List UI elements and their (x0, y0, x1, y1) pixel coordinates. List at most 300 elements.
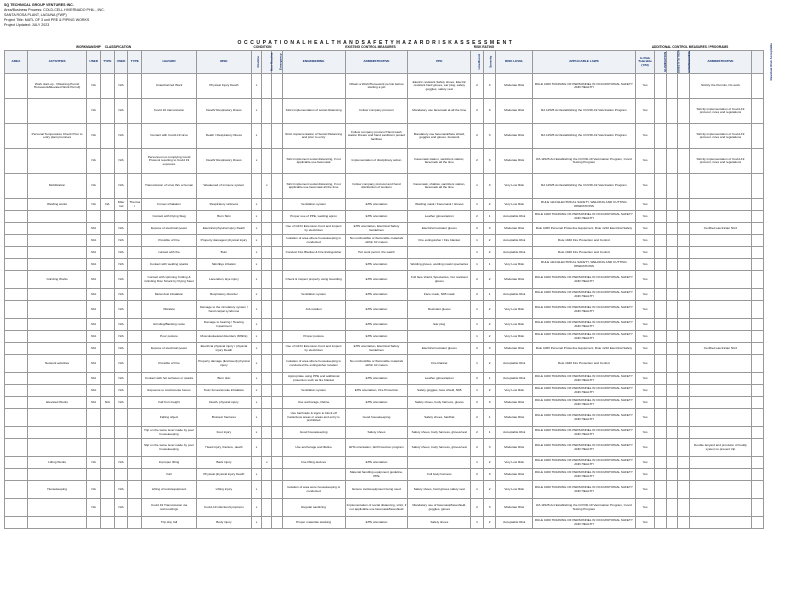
cell-substitution (666, 355, 677, 373)
cell-residual-risk (752, 343, 764, 355)
cell-substitution (666, 174, 677, 199)
cell-routine: x (251, 211, 261, 223)
cell-severity: 2 (483, 481, 496, 499)
cell-area (5, 469, 28, 481)
cell-severity: 3 (483, 499, 496, 517)
cell-tolerable: Yes (635, 499, 654, 517)
table-row (5, 211, 764, 223)
cell-tolerable: Yes (635, 271, 654, 289)
cell-likelihood: 2 (471, 211, 484, 223)
cell-risk: Death/ Respiratory illness (196, 99, 251, 124)
cell-emergency (272, 499, 282, 517)
cell-ppe: Leather gloves/apron (408, 373, 471, 385)
cell-risk: Damage to hearing / Hearing Impairment (196, 319, 251, 331)
cell-classification-used: N/A (114, 99, 128, 124)
cell-area (5, 174, 28, 199)
cell-engineering (282, 469, 345, 481)
cell-emergency (272, 517, 282, 529)
table-row (5, 331, 764, 343)
cell-add-administrative: Strictly implementation of Covid-19 protocol, rules and regulations (689, 99, 752, 124)
cell-add-administrative (689, 174, 752, 199)
cell-engineering: Isolation of area where housekeeping is conducted fire extinguisher location (282, 355, 345, 373)
table-row (5, 373, 764, 385)
cell-activity (27, 517, 86, 529)
cell-classification-used: N/A (114, 355, 128, 373)
cell-applicable-laws: RULE 1000 TRAINING OF PERSONNEL IN OCCUPATIONAL SAFETY AND HEALTH (532, 517, 635, 529)
cell-non-routine (262, 355, 272, 373)
cell-tolerable: Yes (635, 211, 654, 223)
cell-ppe (408, 457, 471, 469)
cell-activity: Housekeeping (27, 481, 86, 499)
col-substitution: SUBSTITUTION (666, 51, 677, 74)
cell-risk-level: Very Low Risk (496, 259, 533, 271)
cell-elimination (655, 149, 666, 174)
cell-area (5, 124, 28, 149)
cell-classification-type (128, 211, 142, 223)
cell-non-routine (262, 427, 272, 439)
cell-add-engineering (678, 149, 689, 174)
cell-hazard: Covid 19 transmission (142, 99, 197, 124)
cell-substitution (666, 271, 677, 289)
cell-classification-type (128, 124, 142, 149)
cell-likelihood: 1 (471, 259, 484, 271)
cell-workmanship-used: NA (87, 99, 101, 124)
cell-applicable-laws: RULE 1000 TRAINING OF PERSONNEL IN OCCUPATIONAL SAFETY AND HEALTH (532, 397, 635, 409)
cell-non-routine (262, 331, 272, 343)
cell-hazard: Possible of Fire (142, 235, 197, 247)
cell-non-routine (262, 99, 272, 124)
cell-residual-risk (752, 99, 764, 124)
cell-administrative: EHS orientation (345, 271, 408, 289)
cell-residual-risk (752, 271, 764, 289)
cell-elimination (655, 124, 666, 149)
cell-risk-level: Very Low Risk (496, 481, 533, 499)
cell-workmanship-type (101, 499, 115, 517)
cell-administrative: EHS orientation (345, 199, 408, 211)
cell-severity: 1 (483, 373, 496, 385)
cell-add-administrative: Double lanyard and provision of buddy system to prevent trip (689, 439, 752, 457)
cell-tolerable: Yes (635, 149, 654, 174)
cell-administrative: Ensure tools/equipment being used (345, 481, 408, 499)
cell-workmanship-type (101, 439, 115, 457)
cell-add-engineering (678, 343, 689, 355)
cell-emergency (272, 74, 282, 99)
cell-hazard: Trip,slip, fall (142, 517, 197, 529)
cell-classification-used (114, 517, 128, 529)
cell-applicable-laws: RULE 1000 TRAINING OF PERSONNEL IN OCCUPATIONAL SAFETY AND HEALTH (532, 457, 635, 469)
cell-risk: Death / Respiratory illness (196, 124, 251, 149)
cell-likelihood: 1 (471, 481, 484, 499)
cell-area (5, 301, 28, 319)
cell-area (5, 481, 28, 499)
cell-ppe: Mandatory use of facemask/faceshield, goggles, gloves (408, 499, 471, 517)
table-row (5, 457, 764, 469)
cell-workmanship-used: N/A (87, 355, 101, 373)
cell-residual-risk (752, 397, 764, 409)
table-row (5, 427, 764, 439)
cell-classification-type (128, 174, 142, 199)
cell-add-engineering (678, 301, 689, 319)
cell-ppe: Welding mask / Facemask / Gloves (408, 199, 471, 211)
cell-likelihood: 2 (471, 74, 484, 99)
cell-hazard: Improper lifting (142, 457, 197, 469)
cell-routine: x (251, 301, 261, 319)
cell-hazard: Poor posture (142, 331, 197, 343)
cell-routine: x (251, 373, 261, 385)
cell-workmanship-used: NA (87, 149, 101, 174)
cell-residual-risk (752, 223, 764, 235)
cell-likelihood: 1 (471, 457, 484, 469)
cell-emergency (272, 409, 282, 427)
cell-risk-level: Moderate Risk (496, 74, 533, 99)
cell-classification-used: N/A (114, 174, 128, 199)
cell-add-administrative (689, 397, 752, 409)
cell-engineering: Use of GFCI Extension Cord and inspect by electrician (282, 223, 345, 235)
cell-tolerable: Yes (635, 124, 654, 149)
cell-classification-used (114, 409, 128, 427)
cell-substitution (666, 397, 677, 409)
cell-applicable-laws: RULE 1000 TRAINING OF PERSONNEL IN OCCUPATIONAL SAFETY AND HEALTH (532, 319, 635, 331)
table-row (5, 517, 764, 529)
cell-likelihood: 2 (471, 409, 484, 427)
cell-residual-risk (752, 235, 764, 247)
cell-classification-type (128, 223, 142, 235)
cell-risk-level: Moderate Risk (496, 223, 533, 235)
cell-residual-risk (752, 409, 764, 427)
table-row (5, 319, 764, 331)
col-classification-used: USED (114, 51, 128, 74)
cell-emergency (272, 343, 282, 355)
cell-activity (27, 373, 86, 385)
cell-ppe: Full body harness (408, 469, 471, 481)
cell-risk: Toxic fumes/smoke inhalation (196, 385, 251, 397)
cell-emergency (272, 247, 282, 259)
cell-administrative: Implementation of disciplinary action (345, 149, 408, 174)
col-severity: Severity (483, 51, 496, 74)
cell-ppe: Full face shield, Spectacles, Cut resistant gloves (408, 271, 471, 289)
cell-severity: 2 (483, 517, 496, 529)
table-row (5, 397, 764, 409)
cell-elimination (655, 439, 666, 457)
cell-area (5, 211, 28, 223)
cell-residual-risk (752, 499, 764, 517)
cell-area (5, 259, 28, 271)
cell-engineering: Appropriate using PPE and additional protection such as fire blanket (282, 373, 345, 385)
cell-administrative: Safety shoes (345, 427, 408, 439)
cell-classification-used (114, 211, 128, 223)
cell-elimination (655, 199, 666, 211)
cell-elimination (655, 343, 666, 355)
cell-severity: 2 (483, 199, 496, 211)
cell-area (5, 499, 28, 517)
cell-severity: 3 (483, 223, 496, 235)
cell-activity (27, 259, 86, 271)
cell-workmanship-used: NA (87, 457, 101, 469)
cell-emergency (272, 397, 282, 409)
cell-ppe: Welding gloves, welding mask/ spectacles (408, 259, 471, 271)
col-risk-level: RISK LEVEL (496, 51, 533, 74)
cell-risk-level: Very Low Risk (496, 199, 533, 211)
cell-routine: x (251, 124, 261, 149)
cell-residual-risk (752, 74, 764, 99)
cell-activity: Lifting Works (27, 457, 86, 469)
cell-classification-type (128, 99, 142, 124)
cell-applicable-laws: RULE 1000 TRAINING OF PERSONNEL IN OCCUPATIONAL SAFETY AND HEALTH (532, 211, 635, 223)
cell-likelihood: 2 (471, 289, 484, 301)
cell-workmanship-used: N/A (87, 271, 101, 289)
cell-workmanship-type (101, 385, 115, 397)
cell-activity (27, 235, 86, 247)
cell-risk-level: Moderate Risk (496, 343, 533, 355)
cell-classification-type (128, 259, 142, 271)
cell-likelihood: 2 (471, 223, 484, 235)
cell-applicable-laws: RA 11525 Act Establishing the COVID-19 Vaccination Program (532, 124, 635, 149)
cell-add-engineering (678, 481, 689, 499)
cell-activity (27, 99, 86, 124)
cell-applicable-laws: RULE 1000 TRAINING OF PERSONNEL IN OCCUPATIONAL SAFETY AND HEALTH (532, 427, 635, 439)
col-tolerable: Is Risk Tolerable (Y/N) (635, 51, 654, 74)
cell-area (5, 457, 28, 469)
cell-residual-risk (752, 373, 764, 385)
cell-hazard: Exposure to toxic/smoke fumes (142, 385, 197, 397)
cell-add-administrative (689, 481, 752, 499)
cell-add-engineering (678, 319, 689, 331)
cell-classification-type (128, 319, 142, 331)
cell-emergency (272, 355, 282, 373)
col-routine: Routine (251, 51, 261, 74)
cell-non-routine (262, 343, 272, 355)
cell-classification-used: N/A (114, 271, 128, 289)
cell-residual-risk (752, 259, 764, 271)
cell-risk-level: Moderate Risk (496, 409, 533, 427)
cell-substitution (666, 199, 677, 211)
cell-routine (251, 457, 261, 469)
cell-risk-level: Acceptable Risk (496, 427, 533, 439)
cell-activity (27, 409, 86, 427)
cell-add-administrative (689, 355, 752, 373)
cell-activity: Elevated Works (27, 397, 86, 409)
cell-elimination (655, 331, 666, 343)
cell-administrative: EHS orientation (345, 517, 408, 529)
cell-engineering: Good housekeeping (282, 427, 345, 439)
cell-routine: x (251, 385, 261, 397)
cell-likelihood: 1 (471, 355, 484, 373)
cell-non-routine (262, 211, 272, 223)
cell-routine: x (251, 247, 261, 259)
cell-workmanship-type (101, 211, 115, 223)
cell-activity: Welding works (27, 199, 86, 211)
col-workmanship-type: TYPE (101, 51, 115, 74)
cell-emergency (272, 199, 282, 211)
cell-substitution (666, 469, 677, 481)
cell-engineering: Regular sanitizing (282, 499, 345, 517)
cell-workmanship-type (101, 301, 115, 319)
cell-classification-used: N/A (114, 223, 128, 235)
cell-likelihood: 1 (471, 247, 484, 259)
cell-non-routine (262, 397, 272, 409)
cell-residual-risk (752, 301, 764, 319)
cell-area (5, 247, 28, 259)
cell-add-engineering (678, 409, 689, 427)
cell-residual-risk (752, 211, 764, 223)
cell-workmanship-type (101, 289, 115, 301)
cell-residual-risk (752, 174, 764, 199)
cell-tolerable: Yes (635, 247, 654, 259)
cell-applicable-laws: RA 11525 Act Establishing the COVID-19 Vaccination Program (532, 174, 635, 199)
cell-applicable-laws: RA 11525 Act Establishing the COVID-19 Vaccination Program (532, 99, 635, 124)
cell-applicable-laws: Rule 1940 Fire Protection and Control (532, 355, 635, 373)
col-residual-risk: Residual Risk Acceptable (752, 51, 764, 74)
cell-workmanship-used (87, 469, 101, 481)
cell-substitution (666, 124, 677, 149)
cell-classification-used: N/A (114, 149, 128, 174)
cell-workmanship-type (101, 99, 115, 124)
table-body (5, 74, 764, 529)
cell-classification-type (128, 74, 142, 99)
cell-hazard: Contact with hot surfaces or sparks (142, 373, 197, 385)
cell-area (5, 427, 28, 439)
cell-emergency (272, 259, 282, 271)
cell-non-routine (262, 301, 272, 319)
cell-applicable-laws: RULE 1110 ELECTRICAL SAFETY, WELDING AND CUTTING OPERATIONS (532, 259, 635, 271)
cell-activity (27, 331, 86, 343)
table-row (5, 235, 764, 247)
cell-engineering: Proper posture (282, 331, 345, 343)
cell-classification-used (114, 439, 128, 457)
cell-hazard: Slip on the same level made by poor housekeeping (142, 439, 197, 457)
table-row (5, 289, 764, 301)
cell-residual-risk (752, 469, 764, 481)
document-header (4, 3, 105, 28)
cell-residual-risk (752, 517, 764, 529)
cell-workmanship-type (101, 469, 115, 481)
cell-elimination (655, 481, 666, 499)
table-row (5, 481, 764, 499)
cell-ppe: Resistant gloves (408, 301, 471, 319)
cell-elimination (655, 247, 666, 259)
cell-add-administrative (689, 235, 752, 247)
cell-ppe: Ear plug (408, 319, 471, 331)
cell-activity (27, 385, 86, 397)
cell-severity: 3 (483, 439, 496, 457)
col-non-routine: Non-Routine (262, 51, 272, 74)
cell-risk-level: Moderate Risk (496, 124, 533, 149)
cell-non-routine (262, 469, 272, 481)
cell-emergency (272, 385, 282, 397)
table-row (5, 271, 764, 289)
cell-classification-used: N/A (114, 385, 128, 397)
cell-area (5, 343, 28, 355)
cell-residual-risk (752, 289, 764, 301)
cell-add-administrative (689, 211, 752, 223)
cell-engineering (282, 74, 345, 99)
cell-substitution (666, 373, 677, 385)
cell-residual-risk (752, 124, 764, 149)
cell-ppe: Facemask station, sanitizers station, facemask all the time (408, 149, 471, 174)
cell-activity: Work start-up - Obtaining Permit Homework/Elevated Work Permit) (27, 74, 86, 99)
cell-hazard: Trip on the same level made by poor housekeeping (142, 427, 197, 439)
cell-likelihood: 1 (471, 385, 484, 397)
cell-applicable-laws: RULE 1000 TRAINING OF PERSONNEL IN OCCUPATIONAL SAFETY AND HEALTH (532, 439, 635, 457)
project-title: Project Title: MATL OF 3 unit PRE & PIPING WORKS (4, 18, 90, 22)
cell-likelihood: 2 (471, 427, 484, 439)
cell-elimination (655, 235, 666, 247)
cell-engineering (282, 319, 345, 331)
table-row (5, 74, 764, 99)
cell-non-routine (262, 74, 272, 99)
cell-elimination (655, 74, 666, 99)
group-risk-rating: RISK RATING (453, 45, 515, 51)
cell-routine: x (251, 271, 261, 289)
cell-risk: Skin/Eye irritation (196, 259, 251, 271)
cell-area (5, 235, 28, 247)
cell-add-administrative (689, 409, 752, 427)
cell-add-engineering (678, 74, 689, 99)
cell-tolerable: Yes (635, 259, 654, 271)
cell-applicable-laws: RULE 1000 TRAINING OF PERSONNEL IN OCCUPATIONAL SAFETY AND HEALTH (532, 289, 635, 301)
cell-add-engineering (678, 469, 689, 481)
cell-ppe: Safety shoes, body harness, gloves (408, 397, 471, 409)
cell-likelihood: 1 (471, 331, 484, 343)
cell-workmanship-used: N/A (87, 259, 101, 271)
cell-routine: x (251, 199, 261, 211)
cell-ppe: Safety shoes (408, 517, 471, 529)
cell-elimination (655, 409, 666, 427)
cell-workmanship-used: N/A (87, 289, 101, 301)
cell-classification-type (128, 427, 142, 439)
cell-administrative: Follow company protocol (345, 99, 408, 124)
cell-risk: Death/ Respiratory illness (196, 149, 251, 174)
cell-elimination (655, 457, 666, 469)
cell-severity: 1 (483, 409, 496, 427)
cell-add-engineering (678, 289, 689, 301)
cell-administrative: EHS orientation, Electrical Safety Guidelines (345, 343, 408, 355)
cell-hazard: Fall (142, 469, 197, 481)
cell-add-engineering (678, 174, 689, 199)
cell-tolerable: Yes (635, 331, 654, 343)
col-hazard: HAZARD (142, 51, 197, 74)
cell-activity (27, 469, 86, 481)
cell-severity: 2 (483, 385, 496, 397)
col-area: AREA (5, 51, 28, 74)
cell-likelihood: 2 (471, 124, 484, 149)
cell-add-administrative (689, 331, 752, 343)
cell-engineering: Check & inspect properly using Guarding (282, 271, 345, 289)
cell-elimination (655, 499, 666, 517)
table-row (5, 385, 764, 397)
cell-emergency (272, 301, 282, 319)
cell-area (5, 517, 28, 529)
cell-tolerable: Yes (635, 517, 654, 529)
cell-non-routine (262, 199, 272, 211)
cell-likelihood: 2 (471, 343, 484, 355)
cell-non-routine (262, 439, 272, 457)
cell-risk-level: Moderate Risk (496, 439, 533, 457)
cell-add-administrative (689, 199, 752, 211)
cell-risk-level: Acceptable Risk (496, 235, 533, 247)
cell-risk: Physical Injury Death (196, 74, 251, 99)
cell-applicable-laws: RULE 1000 TRAINING OF PERSONNEL IN OCCUPATIONAL SAFETY AND HEALTH (532, 331, 635, 343)
table-row (5, 99, 764, 124)
cell-area (5, 271, 28, 289)
cell-elimination (655, 223, 666, 235)
cell-workmanship-type (101, 319, 115, 331)
cell-risk-level: Acceptable Risk (496, 355, 533, 373)
cell-classification-used: N/A (114, 235, 128, 247)
cell-risk-level: Acceptable Risk (496, 517, 533, 529)
col-add-engineering: ENGINEERING (678, 51, 689, 74)
cell-add-engineering (678, 373, 689, 385)
